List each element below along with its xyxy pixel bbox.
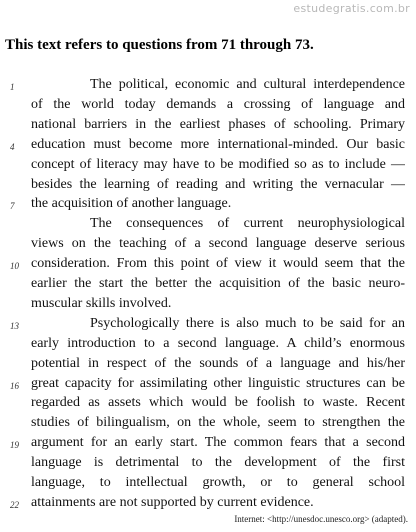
passage-line [0,235,416,255]
passage-line [0,394,416,414]
passage-line [0,414,416,434]
line-text: Psychologically there is also much to be said for an [90,315,405,331]
line-text: consideration. From this point of view it would seem that the [31,256,405,272]
passage-line [0,96,416,116]
passage-line [0,295,416,315]
line-text: regarded as assets which would be foolish to waste. Recent [31,395,405,411]
line-text: concept of literacy may have to be modified so as to include — [31,156,405,172]
line-text: education must become more international-minded. Our basic [31,136,405,152]
passage-line [0,375,416,395]
passage-line [0,474,416,494]
line-number: 22 [10,499,19,510]
line-text: great capacity for assimilating other linguistic structures can be [31,375,405,391]
passage-line [0,494,416,514]
line-text: national barriers in the earliest phases of schooling. Primary [31,116,405,132]
passage-line [0,335,416,355]
line-text: language is detrimental to the development of the first [31,455,405,471]
passage-line [0,275,416,295]
line-text: earlier the start the better the acquisition of the basic neuro- [31,276,405,291]
line-number: 4 [10,141,15,152]
line-text: the acquisition of another language. [31,196,232,212]
line-text: language, to intellectual growth, or to general school [31,475,405,490]
line-text: The consequences of current neurophysiological [90,216,405,232]
passage-line [0,215,416,235]
passage-line [0,76,416,96]
passage-line [0,116,416,136]
line-text: views on the teaching of a second language deserve serious [31,236,405,252]
line-text: The political, economic and cultural interdependence [90,77,405,92]
line-text: of the world today demands a crossing of language and [31,96,405,112]
line-text: studies of bilingualism, on the whole, seem to strengthen the [31,415,405,431]
line-number: 10 [10,261,19,272]
passage-line [0,454,416,474]
site-watermark: estudegratis.com.br [293,2,410,15]
line-number: 13 [10,320,19,331]
passage-line [0,355,416,375]
section-heading: This text refers to questions from 71 through 73. [5,37,314,53]
line-text: attainments are not supported by current evidence. [31,494,314,510]
line-number: 19 [10,440,19,451]
passage-line [0,136,416,156]
line-number: 16 [10,380,19,391]
passage-line [0,156,416,176]
passage-line [0,255,416,275]
passage-line [0,195,416,215]
passage-line [0,315,416,335]
line-number: 7 [10,201,15,212]
line-text: muscular skills involved. [31,295,172,311]
line-text: besides the learning of reading and writing the vernacular — [31,176,405,192]
passage-line [0,434,416,454]
passage-line [0,176,416,196]
line-text: argument for an early start. The common fears that a second [31,435,405,451]
line-number: 1 [10,82,15,92]
line-text: early introduction to a second language. A child’s enormous [31,335,405,351]
line-text: potential in respect of the sounds of a language and his/her [31,355,405,371]
source-citation: Internet: <http://unesdoc.unesco.org> (adapted). [234,514,408,524]
